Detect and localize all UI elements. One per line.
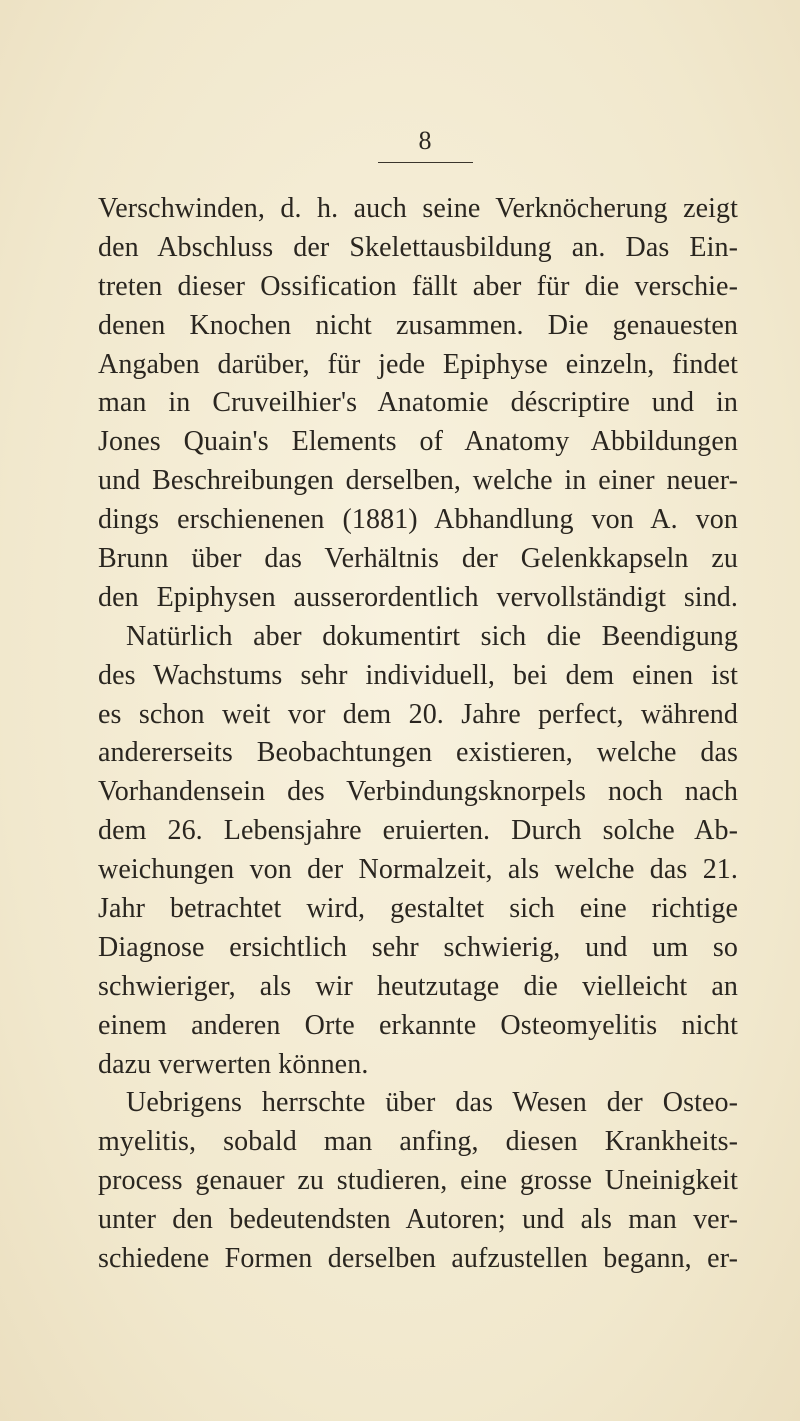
page-number: 8 [418,126,432,155]
text-line: denen Knochen nicht zusammen. Die genauesten [98,309,738,341]
text-line: dings erschienenen (1881) Abhandlung von A. von [98,504,738,536]
text-line: andererseits Beobachtungen existieren, welche das [98,737,738,769]
text-line: Verschwinden, d. h. auch seine Verknöcherung zeigt [98,193,738,224]
text-line: unter den bedeutendsten Autoren; und als man ver- [98,1204,738,1236]
text-line: des Wachstums sehr individuell, bei dem einen ist [98,659,738,691]
text-line: Jones Quain's Elements of Anatomy Abbildungen [98,426,738,458]
text-line: Diagnose ersichtlich sehr schwierig, und um so [98,931,738,963]
text-line: Jahr betrachtet wird, gestaltet sich eine richtige [98,893,738,925]
paragraph-1 [98,190,738,618]
text-line: treten dieser Ossification fällt aber für die verschie- [98,270,738,302]
text-line: Natürlich aber dokumentirt sich die Beendigung [126,620,738,652]
text-line: Vorhandensein des Verbindungsknorpels noch nach [98,776,738,808]
page-number-rule [378,162,473,163]
body-text [98,190,738,1279]
text-line: und Beschreibungen derselben, welche in einer neuer- [98,465,738,497]
text-line: dazu verwerten können. [98,1048,369,1080]
text-line: dem 26. Lebensjahre eruierten. Durch solche Ab- [98,815,738,847]
text-line: den Abschluss der Skelettausbildung an. Das Ein- [98,231,738,263]
text-line: schiedene Formen derselben aufzustellen begann, er- [98,1243,738,1275]
text-line: schwieriger, als wir heutzutage die vielleicht an [98,970,738,1002]
text-line: es schon weit vor dem 20. Jahre perfect, während [98,698,738,730]
text-line: myelitis, sobald man anfing, diesen Krankheits- [98,1126,738,1158]
text-line: man in Cruveilhier's Anatomie déscriptire und in [98,387,738,419]
text-line: weichungen von der Normalzeit, als welche das 21. [98,854,738,886]
text-line: einem anderen Orte erkannte Osteomyelitis nicht [98,1009,738,1041]
text-line: process genauer zu studieren, eine grosse Uneinigkeit [98,1165,738,1197]
paragraph-2 [98,618,738,1085]
text-line: Uebrigens herrschte über das Wesen der Osteo- [126,1087,738,1119]
text-line: den Epiphysen ausserordentlich vervollständigt sind. [98,581,738,613]
paragraph-3 [98,1084,738,1278]
text-line: Angaben darüber, für jede Epiphyse einzeln, findet [98,348,738,380]
text-line: Brunn über das Verhältnis der Gelenkkapseln zu [98,543,738,575]
